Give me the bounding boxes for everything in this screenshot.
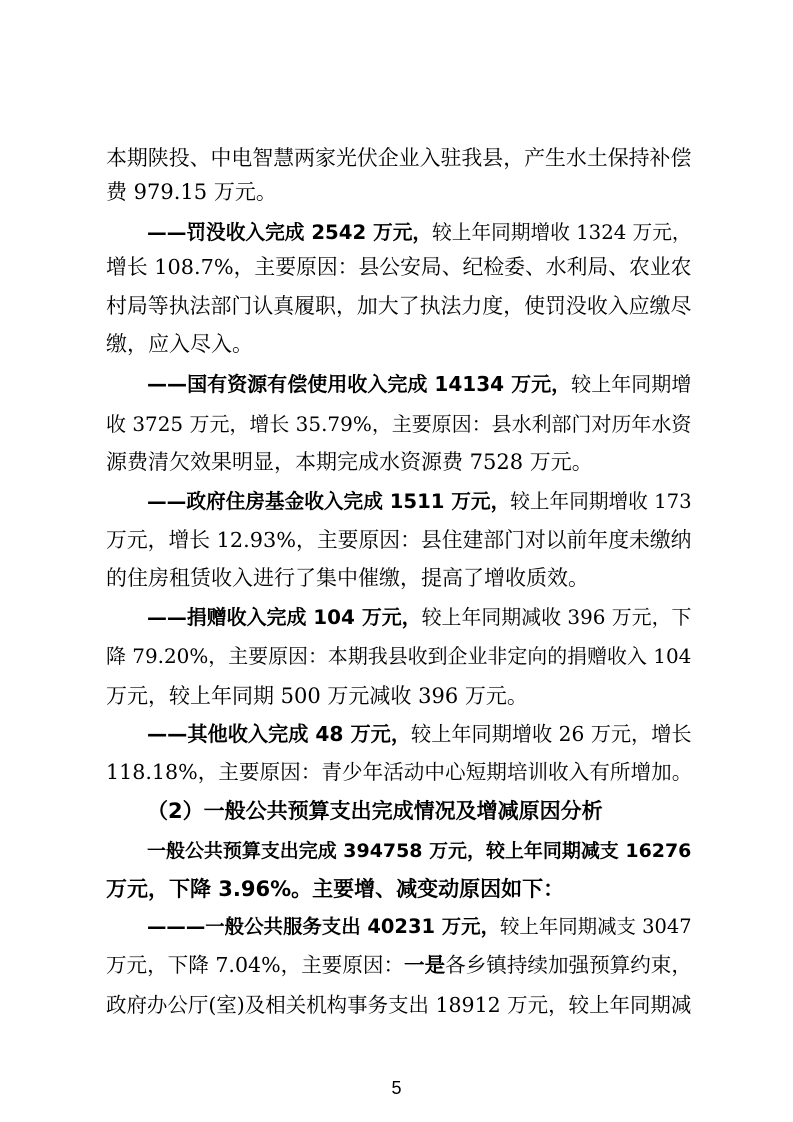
- text-line: [106, 681, 692, 711]
- text-segment: 较上年同期减收 396 万元，下: [421, 606, 692, 629]
- text-line: [147, 836, 692, 866]
- text-segment: 较上年同期增收 173: [510, 490, 692, 513]
- text-line: [147, 218, 692, 248]
- text-segment: 村局等执法部门认真履职，加大了执法力度，使罚没收入应缴尽: [106, 294, 692, 318]
- text-segment: 万元，较上年同期 500 万元减收 396 万元。: [106, 684, 528, 708]
- text-segment: 较上年同期增收 26 万元，增长: [411, 722, 692, 746]
- bold-text-segment: ——其他收入完成 48 万元，: [147, 722, 412, 746]
- text-line: [106, 177, 692, 207]
- text-segment: 本期陕投、中电智慧两家光伏企业入驻我县，产生水土保持补偿: [106, 146, 692, 170]
- text-line: [106, 329, 692, 359]
- text-segment: 政府办公厅(室)及相关机构事务支出 18912 万元，较上年同期减: [106, 993, 692, 1017]
- text-line: [106, 563, 692, 593]
- text-segment: 各乡镇持续加强预算约束，: [445, 953, 692, 977]
- text-segment: 费 979.15 万元。: [106, 180, 277, 204]
- text-line: [106, 252, 692, 282]
- text-line: [106, 950, 692, 980]
- text-segment: 增长 108.7%，主要原因：县公安局、纪检委、水利局、农业农: [106, 255, 692, 279]
- text-segment: 较上年同期增: [571, 372, 692, 396]
- text-line: [147, 603, 692, 633]
- text-line: [147, 719, 692, 749]
- bold-text-segment: 一般公共预算支出完成 394758 万元，较上年同期减支 16276: [147, 840, 692, 862]
- text-line: [106, 641, 692, 671]
- text-line: [106, 874, 692, 904]
- bold-text-segment: ——政府住房基金收入完成 1511 万元，: [147, 490, 511, 513]
- text-segment: 万元，增长 12.93%，主要原因：县住建部门对以前年度未缴纳: [106, 528, 692, 552]
- text-line: [106, 447, 692, 477]
- text-segment: 源费清欠效果明显，本期完成水资源费 7528 万元。: [106, 450, 593, 474]
- text-line: [147, 369, 692, 399]
- text-segment: 较上年同期增收 1324 万元，: [432, 221, 692, 244]
- text-segment: 万元，下降 7.04%，主要原因：: [106, 953, 405, 977]
- bold-text-segment: ——罚没收入完成 2542 万元，: [147, 221, 433, 244]
- bold-text-segment: 一是: [404, 953, 446, 977]
- bold-text-segment: ——捐赠收入完成 104 万元，: [147, 606, 422, 629]
- text-segment: 收 3725 万元，增长 35.79%，主要原因：县水利部门对历年水资: [106, 412, 692, 436]
- bold-text-segment: （2）一般公共预算支出完成情况及增减原因分析: [147, 799, 603, 823]
- text-line: [147, 912, 692, 942]
- bold-text-segment: ——国有资源有偿使用收入完成 14134 万元，: [147, 372, 572, 396]
- text-line: [147, 487, 692, 517]
- text-line: [106, 291, 692, 321]
- text-line: [106, 143, 692, 173]
- text-line: [106, 757, 692, 787]
- text-segment: 118.18%，主要原因：青少年活动中心短期培训收入有所增加。: [106, 760, 692, 784]
- page-number: 5: [391, 1078, 402, 1098]
- text-line: [106, 525, 692, 555]
- text-segment: 缴，应入尽入。: [106, 332, 253, 356]
- bold-text-segment: ———一般公共服务支出 40231 万元，: [147, 915, 500, 938]
- text-segment: 的住房租赁收入进行了集中催缴，提高了增收质效。: [106, 566, 589, 590]
- bold-text-segment: 万元，下降 3.96%。主要增、减变动原因如下：: [106, 877, 565, 901]
- text-line: [106, 409, 692, 439]
- text-line: [106, 990, 692, 1020]
- text-segment: 较上年同期减支 3047: [500, 915, 692, 938]
- text-line: [147, 796, 692, 826]
- text-segment: 降 79.20%，主要原因：本期我县收到企业非定向的捐赠收入 104: [106, 644, 692, 668]
